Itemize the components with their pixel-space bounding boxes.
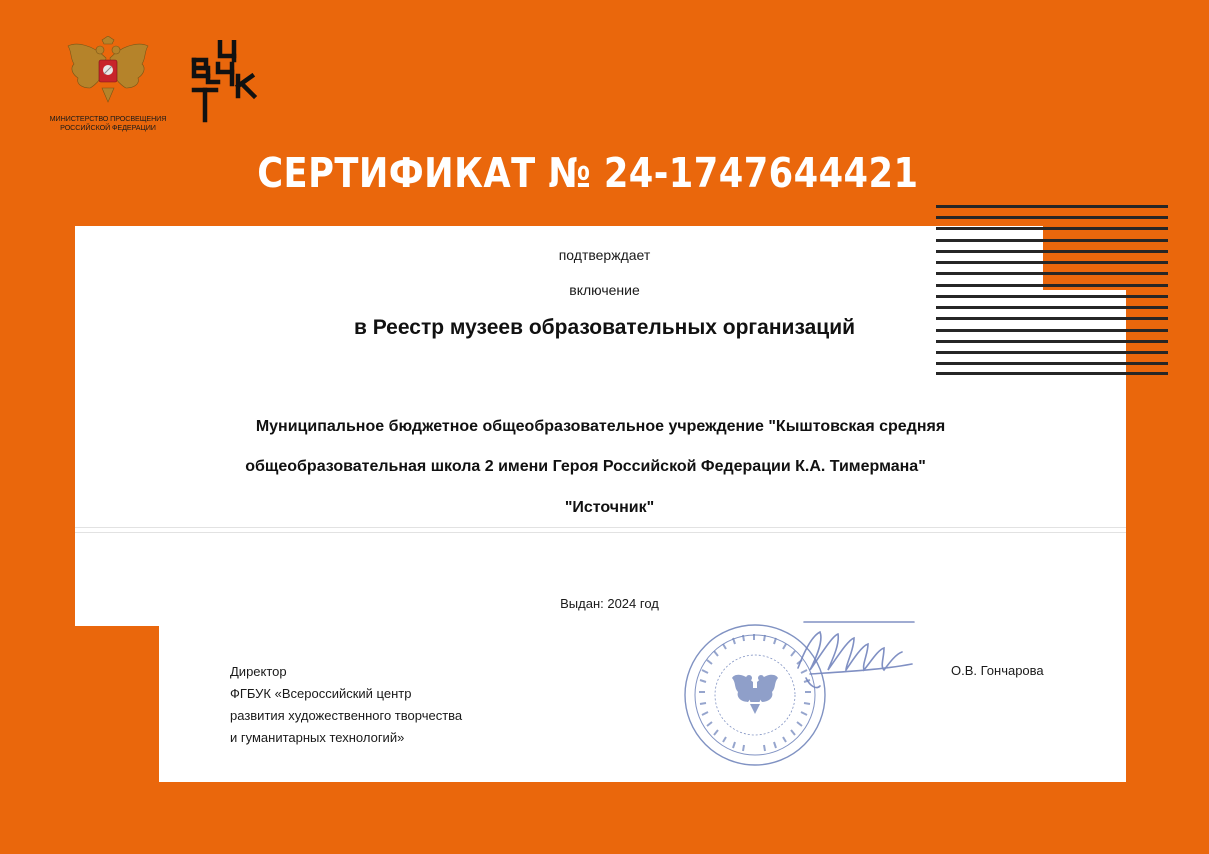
director-block bbox=[230, 661, 462, 749]
stripe bbox=[936, 239, 1168, 242]
organization-name-line-3: "Источник" bbox=[564, 499, 655, 516]
organization-name-line-1: Муниципальное бюджетное общеобразовательное учреждение "Кыштовская средняя bbox=[255, 418, 946, 435]
vcht-letter-logo-icon bbox=[190, 40, 260, 124]
stripe bbox=[936, 216, 1168, 219]
inclusion-text: включение bbox=[569, 282, 640, 298]
director-role: Директор bbox=[230, 664, 287, 679]
stripe bbox=[936, 351, 1168, 354]
director-org-line-3: и гуманитарных технологий» bbox=[230, 730, 405, 745]
stripe bbox=[936, 272, 1168, 275]
stripe bbox=[936, 227, 1168, 230]
organization-name-line-2: общеобразовательная школа 2 имени Героя Российской Федерации К.А. Тимермана" bbox=[245, 458, 926, 475]
divider bbox=[75, 532, 1126, 533]
confirms-text: подтверждает bbox=[558, 247, 651, 263]
certificate-title: СЕРТИФИКАТ № 24-1747644421 bbox=[257, 149, 919, 197]
director-org-line-2: развития художественного творчества bbox=[230, 708, 463, 723]
stripe bbox=[936, 205, 1168, 208]
stripe bbox=[936, 306, 1168, 309]
ministry-line-2: РОССИЙСКОЙ ФЕДЕРАЦИИ bbox=[60, 123, 156, 132]
director-org-line-1: ФГБУК «Всероссийский центр bbox=[230, 686, 412, 701]
registry-heading: в Реестр музеев образовательных организаций bbox=[353, 316, 856, 339]
divider bbox=[75, 527, 1126, 528]
ministry-line-1: МИНИСТЕРСТВО ПРОСВЕЩЕНИЯ bbox=[49, 114, 167, 123]
ministry-name bbox=[38, 114, 178, 132]
double-headed-eagle-emblem-icon bbox=[62, 36, 154, 106]
stripe bbox=[936, 372, 1168, 375]
handwritten-signature-icon bbox=[780, 612, 930, 702]
stripe bbox=[936, 340, 1168, 343]
issued-year: Выдан: 2024 год bbox=[560, 596, 659, 611]
stripe bbox=[936, 362, 1168, 365]
signer-name: О.В. Гончарова bbox=[951, 663, 1044, 678]
